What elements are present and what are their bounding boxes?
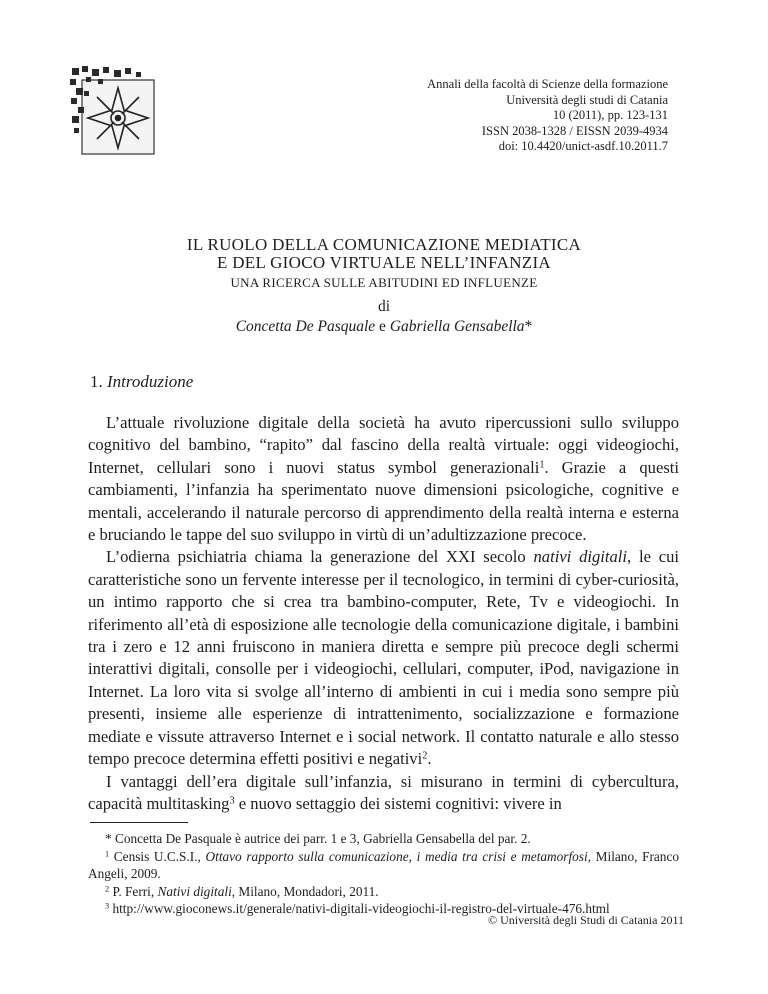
university-emblem-icon <box>70 66 158 158</box>
author-1: Concetta De Pasquale <box>235 318 376 335</box>
footnote-text: Censis U.C.S.I., <box>109 848 206 864</box>
author-2: Gabriella Gensabella <box>389 318 525 335</box>
article-title-line-2: E DEL GIOCO VIRTUALE NELL’INFANZIA <box>216 253 552 272</box>
article-title-line-1: IL RUOLO DELLA COMUNICAZIONE MEDIATICA <box>186 235 582 254</box>
journal-header <box>427 77 668 155</box>
paragraph-1-text-cont: . Grazie a questi cambiamenti, l’infanzia ha sperimentato nuove dimensioni psicologiche, cognitive e mentali, accelerando il naturale percorso di apprendimento della realtà interna e esterna e bruciando le tappe del suo sviluppo in virtù di un’adultizzazione precoce. <box>88 457 679 545</box>
footnote-1 <box>88 848 679 883</box>
footnote-text-cont: , Milano, Franco Angeli, 2009. <box>88 848 680 882</box>
copyright-footer: © Università degli Studi di Catania 2011 <box>488 913 684 927</box>
authors <box>0 317 768 337</box>
paragraph-2-emphasis: nativi digitali <box>533 547 628 567</box>
footnote-text-cont: , Milano, Mondadori, 2011. <box>231 883 379 899</box>
footnote-url[interactable]: http://www.gioconews.it/generale/nativi-digitali-videogiochi-il-registro-del-virtuale-476.html <box>109 901 610 917</box>
footnote-mark: 2 <box>105 884 110 894</box>
footnote-2 <box>88 883 679 901</box>
footnote-mark: 3 <box>105 901 110 911</box>
article-subtitle: UNA RICERCA SULLE ABITUDINI ED INFLUENZE <box>230 275 538 290</box>
paragraph-2-text-cont: , le cui caratteristiche sono un fervente interesse per il tecnologico, in termini di cyber-curiosità, un intimo rapporto che si crea tra bambino-computer, Rete, Tv e videogiochi. In riferimento all’età di esposizione alle tecnologie della comunicazione digitale, i bambini tra i zero e 12 anni fruiscono in maniera diretta e sempre più precoce degli schermi interattivi digitali, consolle per i videogiochi, cellulari, computer, iPod, navigazione in Internet. La loro vita si svolge all’interno di ambienti in cui i media sono sempre più presenti, insieme alle esperienze di intrattenimento, socializzazione e formazione mediate e vissute attraverso Internet e i social network. Il contatto naturale e allo stesso tempo precoce determina effetti positivi e negativi <box>88 547 679 769</box>
paragraph-1-text: L’attuale rivoluzione digitale della società ha avuto ripercussioni sullo sviluppo cognitivo del bambino, “rapito” dal fascino della realtà virtuale: oggi videogiochi, Internet, cellulari sono i nuovi status symbol generazionali <box>88 413 679 477</box>
footnote-text: P. Ferri, <box>109 883 158 899</box>
paragraph-2 <box>88 546 679 770</box>
footnote-ref-3: 3 <box>229 795 235 807</box>
footnotes <box>88 830 679 918</box>
paragraph-3 <box>88 771 679 816</box>
by-line: di <box>377 298 391 315</box>
footnote-emphasis: Ottavo rapporto sulla comunicazione, i media tra crisi e metamorfosi <box>205 848 588 864</box>
paragraph-2-text: L’odierna psichiatria chiama la generazione del XXI secolo <box>106 547 534 567</box>
footnote-divider <box>90 822 188 823</box>
footnote-ref-1: 1 <box>539 459 545 471</box>
author-conjunction: e <box>375 318 390 335</box>
paragraph-1 <box>88 412 679 546</box>
footnote-author <box>88 830 679 848</box>
body-text <box>88 412 679 815</box>
footnote-text: Concetta De Pasquale è autrice dei parr. 1 e 3, Gabriella Gensabella del par. 2. <box>114 831 531 846</box>
paragraph-2-end: . <box>427 749 432 769</box>
journal-logo <box>70 66 158 158</box>
paragraph-3-text: I vantaggi dell’era digitale sull’infanzia, si misurano in termini di cybercultura, capacità multitasking <box>88 771 679 813</box>
journal-volume: 10 (2011), pp. 123-131 <box>552 108 668 123</box>
paragraph-3-text-cont: e nuovo settaggio dei sistemi cognitivi: vivere in <box>234 793 562 813</box>
journal-doi: doi: 10.4420/unict-asdf.10.2011.7 <box>498 139 668 154</box>
footnote-mark: * <box>105 831 115 846</box>
section-number: 1. <box>90 372 107 391</box>
title-block <box>0 236 768 337</box>
footnote-emphasis: Nativi digitali <box>157 883 232 899</box>
footnote-ref-2: 2 <box>422 750 428 762</box>
journal-university: Università degli studi di Catania <box>506 92 668 107</box>
journal-issn: ISSN 2038-1328 / EISSN 2039-4934 <box>481 123 668 138</box>
journal-title: Annali della facoltà di Scienze della formazione <box>427 77 668 91</box>
author-footnote-mark: * <box>524 318 533 335</box>
section-heading <box>90 372 193 392</box>
footnote-mark: 1 <box>105 849 110 859</box>
section-title: Introduzione <box>107 372 194 391</box>
